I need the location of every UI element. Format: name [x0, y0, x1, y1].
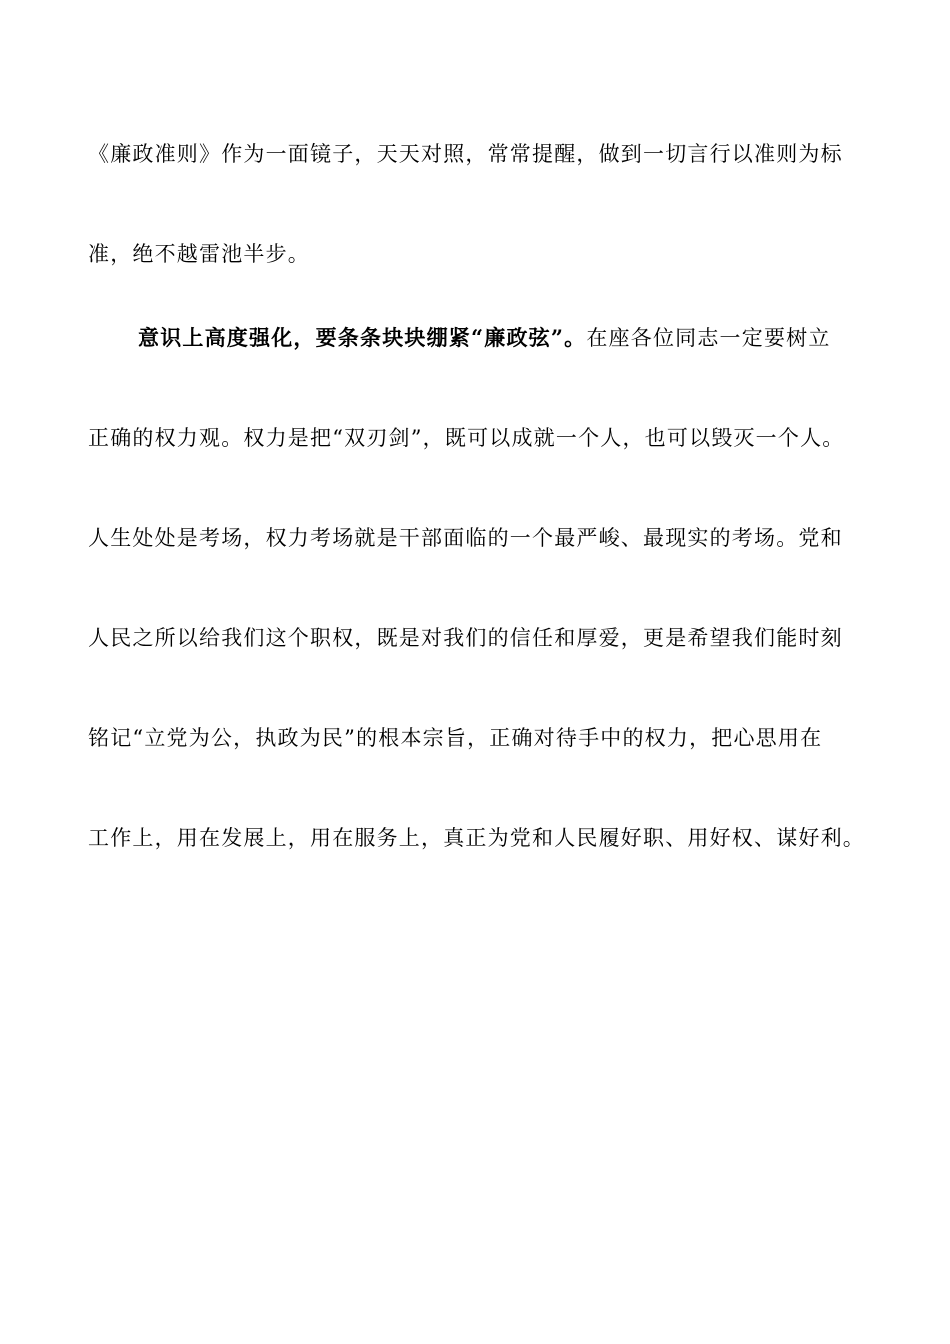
paragraph-line-heading	[138, 324, 938, 352]
paragraph-line: 《廉政准则》作为一面镜子，天天对照，常常提醒，做到一切言行以准则为标	[88, 142, 843, 166]
paragraph-line: 工作上，用在发展上，用在服务上，真正为党和人民履好职、用好权、谋好利。	[88, 826, 865, 850]
bold-lead-sentence: 意识上高度强化，要条条块块绷紧“廉政弦”。	[138, 325, 587, 350]
paragraph-text: 在座各位同志一定要树立	[586, 326, 831, 350]
paragraph-line: 正确的权力观。权力是把“双刃剑”，既可以成就一个人，也可以毁灭一个人。	[88, 426, 845, 450]
paragraph-line: 人民之所以给我们这个职权，既是对我们的信任和厚爱，更是希望我们能时刻	[88, 626, 843, 650]
paragraph-line: 铭记“立党为公，执政为民”的根本宗旨，正确对待手中的权力，把心思用在	[88, 726, 823, 750]
paragraph-line: 人生处处是考场，权力考场就是干部面临的一个最严峻、最现实的考场。党和	[88, 526, 843, 550]
paragraph-line: 准，绝不越雷池半步。	[88, 242, 310, 266]
